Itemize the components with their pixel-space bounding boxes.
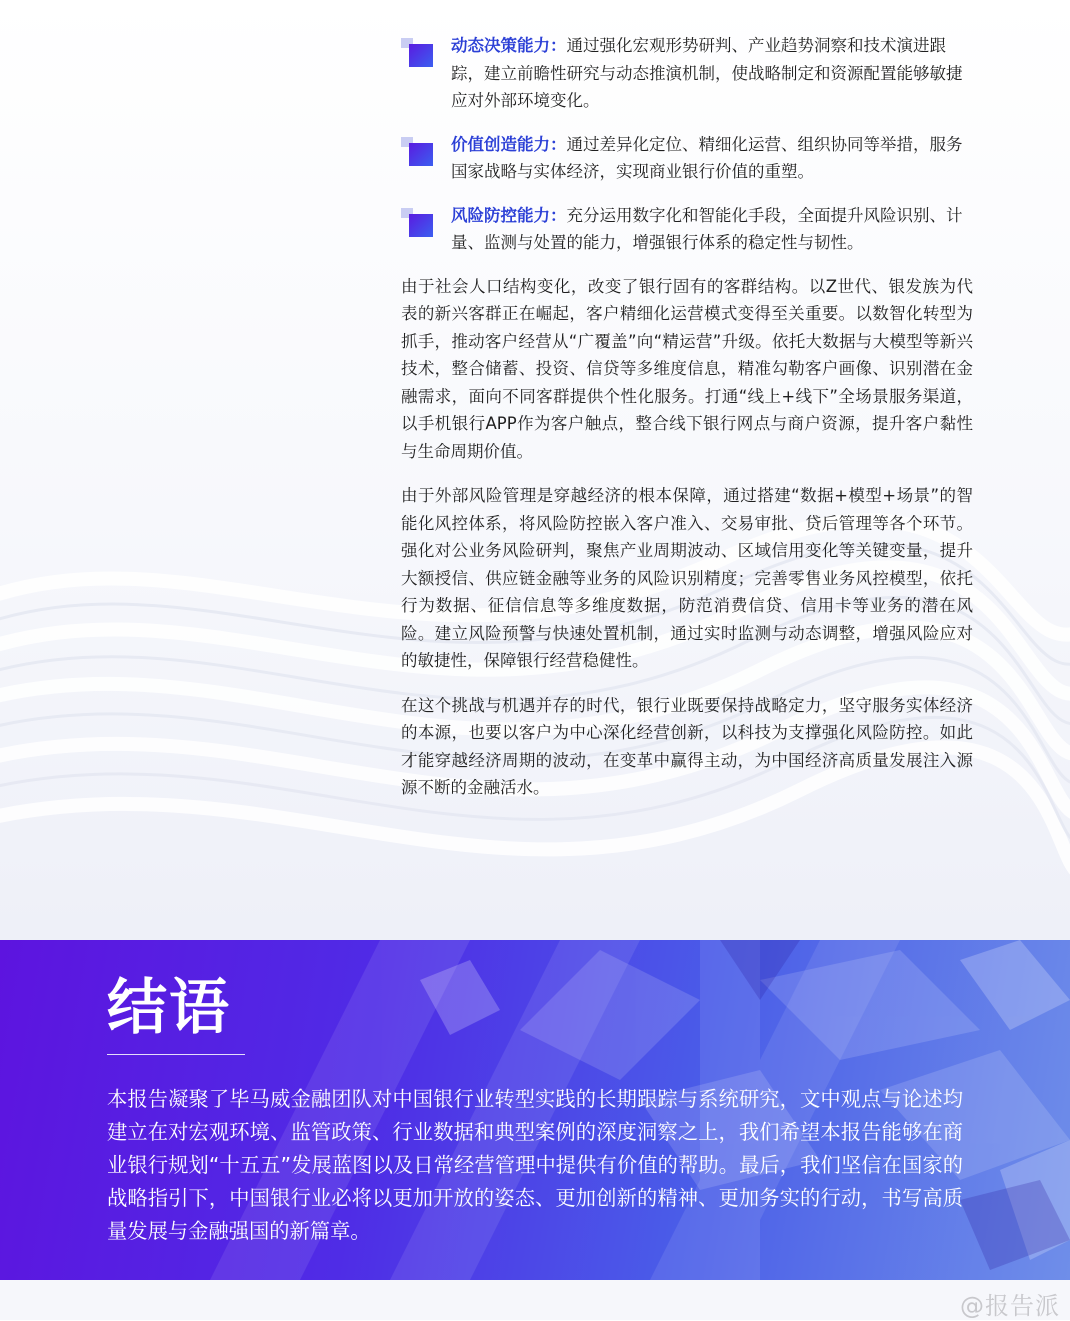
bullet-title: 价值创造能力： <box>451 134 567 154</box>
bullet-text: 充分运用数字化和智能化手段，全面提升风险识别、计量、监测与处置的能力，增强银行体系的稳定性与韧性。 <box>451 205 963 252</box>
main-content <box>401 32 973 819</box>
bullet-title: 动态决策能力： <box>451 36 567 55</box>
body-paragraph: 由于外部风险管理是穿越经济的根本保障，通过搭建“数据+模型+场景”的智能化风控体系，将风险防控嵌入客户准入、交易审批、贷后管理等各个环节。强化对公业务风险研判，聚焦产业周期波动、区域信用变化等关键变量，提升大额授信、供应链金融等业务的风险识别精度；完善零售业务风控模型，依托行为数据、征信信息等多维度数据，防范消费信贷、信用卡等业务的潜在风险。建立风险预警与快速处置机制，通过实时监测与动态调整，增强风险应对的敏捷性，保障银行经营稳健性。 <box>401 486 973 670</box>
title-divider <box>107 1054 245 1055</box>
bullet-item <box>401 32 973 115</box>
bottom-strip <box>0 1280 1070 1320</box>
bullet-title: 风险防控能力： <box>451 205 567 225</box>
body-paragraph: 在这个挑战与机遇并存的时代，银行业既要保持战略定力，坚守服务实体经济的本源，也要以客户为中心深化经营创新，以科技为支撑强化风险防控。如此才能穿越经济周期的波动，在变革中赢得主动，为中国经济高质量发展注入源源不断的金融活水。 <box>401 695 973 797</box>
bullet-item <box>401 131 973 186</box>
square-bullet-icon <box>401 137 434 167</box>
body-paragraph: 由于社会人口结构变化，改变了银行固有的客群结构。以Z世代、银发族为代表的新兴客群正在崛起，客户精细化运营模式变得至关重要。以数智化转型为抓手，推动客户经营从“广覆盖”向“精运营”升级。依托大数据与大模型等新兴技术，整合储蓄、投资、信贷等多维度信息，精准勾勒客户画像、识别潜在金融需求，面向不同客群提供个性化服务。打通“线上+线下”全场景服务渠道，以手机银行APP作为客户触点，整合线下银行网点与商户资源，提升客户黏性与生命周期价值。 <box>401 276 973 461</box>
conclusion-section <box>0 940 1070 1280</box>
bullet-item <box>401 202 973 257</box>
conclusion-title: 结语 <box>107 973 231 1043</box>
bullet-text: 通过强化宏观形势研判、产业趋势洞察和技术演进跟踪，建立前瞻性研究与动态推演机制，使战略制定和资源配置能够敏捷应对外部环境变化。 <box>451 36 963 110</box>
square-bullet-icon <box>401 208 434 238</box>
bullet-text: 通过差异化定位、精细化运营、组织协同等举措，服务国家战略与实体经济，实现商业银行价值的重塑。 <box>451 134 963 181</box>
watermark: @报告派 <box>960 1292 1060 1320</box>
square-bullet-icon <box>401 38 434 68</box>
conclusion-text: 本报告凝聚了毕马威金融团队对中国银行业转型实践的长期跟踪与系统研究，文中观点与论述均建立在对宏观环境、监管政策、行业数据和典型案例的深度洞察之上，我们希望本报告能够在商业银行规划“十五五”发展蓝图以及日常经营管理中提供有价值的帮助。最后，我们坚信在国家的战略指引下，中国银行业必将以更加开放的姿态、更加创新的精神、更加务实的行动，书写高质量发展与金融强国的新篇章。 <box>107 1087 963 1243</box>
